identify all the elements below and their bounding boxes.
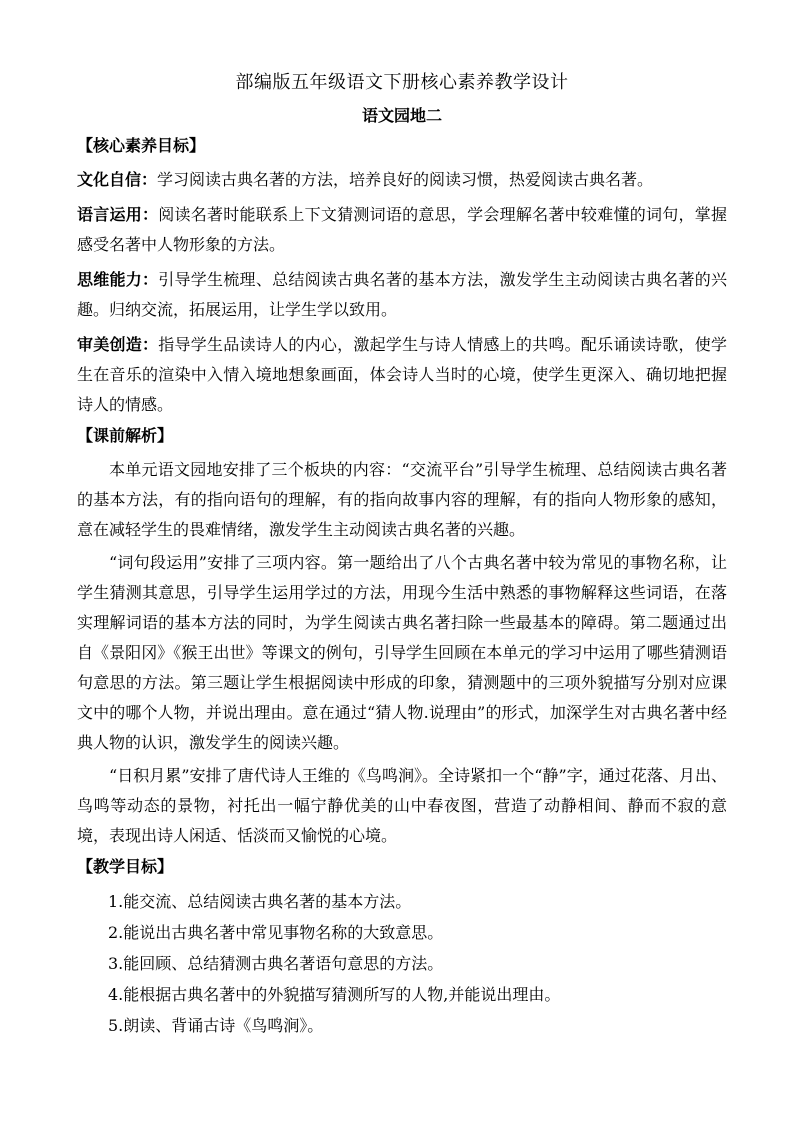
analysis-paragraph: “词句段运用”安排了三项内容。第一题给出了八个古典名著中较为常见的事物名称，让学生猜测其意思，引导学生运用学过的方法，用现今生活中熟悉的事物解释这些词语，在落实理解词语的基本方法的同时，为学生阅读古典名著扫除一些最基本的障碍。第二题通过出自《景阳冈》《猴王出世》等课文的例句，引导学生回顾在本单元的学习中运用了哪些猜测语句意思的方法。第三题让学生根据阅读中形成的印象，猜测题中的三项外貌描写分别对应课文中的哪个人物，并说出理由。意在通过“猜人物.说理由”的形式，加深学生对古典名著中经典人物的认识，激发学生的阅读兴趣。 <box>77 553 727 752</box>
document-page <box>77 72 727 1041</box>
teaching-goals-list <box>77 886 727 1041</box>
core-goals-heading: 【核心素养目标】 <box>77 136 206 155</box>
core-goal-text: 指导学生品读诗人的内心，激起学生与诗人情感上的共鸣。配乐诵读诗歌，使学生在音乐的渲染中入情入境地想象画面，体会诗人当时的心境，使学生更深入、确切地把握诗人的情感。 <box>77 335 727 414</box>
core-goal-language <box>77 200 727 260</box>
core-goal-culture <box>77 165 727 195</box>
core-goal-text: 阅读名著时能联系上下文猜测词语的意思，学会理解名著中较难懂的词句，掌握感受名著中人物形象的方法。 <box>77 205 727 254</box>
analysis-paragraph: 本单元语文园地安排了三个板块的内容：“交流平台”引导学生梳理、总结阅读古典名著的基本方法，有的指向语句的理解，有的指向故事内容的理解，有的指向人物形象的感知，意在减轻学生的畏难情绪，激发学生主动阅读古典名著的兴趣。 <box>77 460 727 539</box>
list-item: 1.能交流、总结阅读古典名著的基本方法。 <box>108 892 412 911</box>
core-goal-label: 思维能力： <box>77 270 159 289</box>
core-goal-label: 语言运用： <box>77 205 159 224</box>
list-item: 4.能根据古典名著中的外貌描写猜测所写的人物,并能说出理由。 <box>108 985 561 1004</box>
core-goal-aesthetic <box>77 330 727 420</box>
core-goal-thinking <box>77 265 727 325</box>
list-item: 3.能回顾、总结猜测古典名著语句意思的方法。 <box>108 954 444 973</box>
analysis-heading: 【课前解析】 <box>77 426 174 445</box>
teaching-goals-heading: 【教学目标】 <box>77 857 174 876</box>
core-goal-text: 学习阅读古典名著的方法，培养良好的阅读习惯，热爱阅读古典名著。 <box>157 170 654 189</box>
core-goal-label: 审美创造： <box>77 335 159 354</box>
document-title: 部编版五年级语文下册核心素养教学设计 <box>235 72 569 93</box>
analysis-paragraph: “日积月累”安排了唐代诗人王维的《鸟鸣涧》。全诗紧扣一个“静”字，通过花落、月出、鸟鸣等动态的景物，衬托出一幅宁静优美的山中春夜图，营造了动静相间、静而不寂的意境，表现出诗人闲适、恬淡而又愉悦的心境。 <box>77 766 727 845</box>
core-goal-label: 文化自信： <box>77 170 158 189</box>
list-item: 5.朗读、背诵古诗《鸟鸣涧》。 <box>108 1016 324 1035</box>
core-goal-text: 引导学生梳理、总结阅读古典名著的基本方法，激发学生主动阅读古典名著的兴趣。归纳交流，拓展运用，让学生学以致用。 <box>77 270 727 319</box>
list-item: 2.能说出古典名著中常见事物名称的大致意思。 <box>108 923 444 942</box>
document-subtitle: 语文园地二 <box>361 106 442 125</box>
